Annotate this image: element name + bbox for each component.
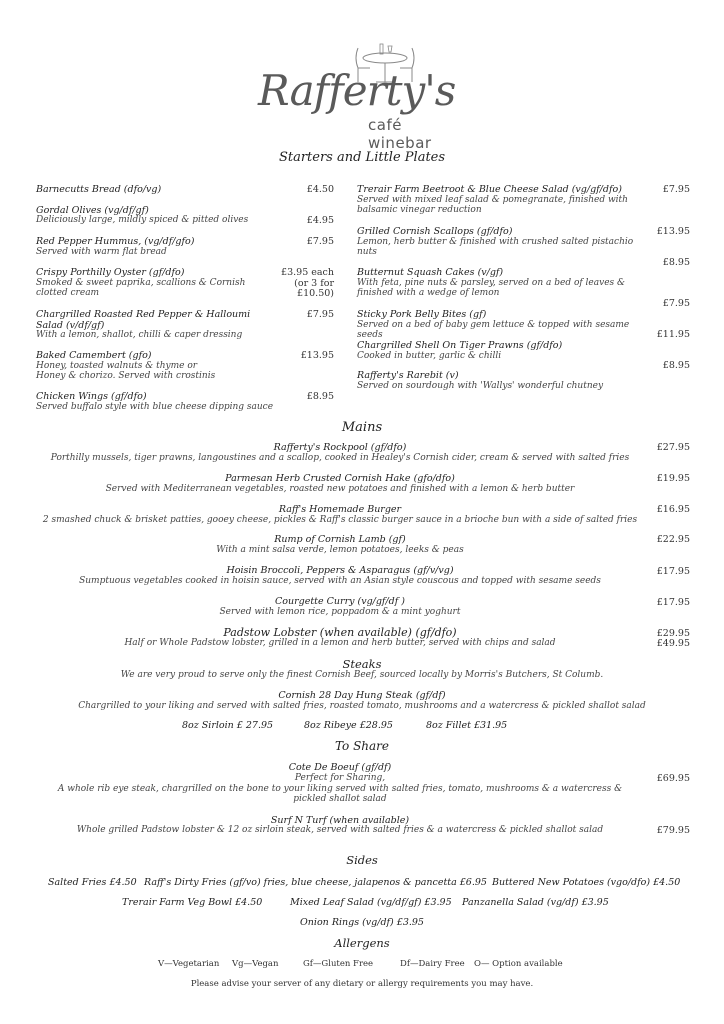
starter-desc: Honey, toasted walnuts & thyme or	[36, 361, 198, 371]
share-title: To Share	[334, 739, 390, 753]
main-desc: Sumptuous vegetables cooked in hoisin sauce, served with an Asian style couscous and topped with sesame seeds	[79, 576, 601, 586]
main-name: Hoisin Broccoli, Peppers & Asparagus (gf/v/vg)	[226, 565, 454, 576]
main-name: Rump of Cornish Lamb (gf)	[274, 534, 406, 545]
allergen-advice: Please advise your server of any dietary or allergy requirements you may have.	[190, 979, 534, 989]
steak-name: Cornish 28 Day Hung Steak (gf/df)	[278, 690, 446, 701]
main-name: Parmesan Herb Crusted Cornish Hake (gfo/dfo)	[225, 473, 455, 484]
share-sub: Perfect for Sharing,	[294, 773, 386, 783]
starter-name: Butternut Squash Cakes (v/gf)	[357, 267, 504, 278]
starter-name: Gordal Olives (vg/df/gf)	[36, 205, 149, 216]
steak-cut: 8oz Sirloin £ 27.95	[182, 720, 274, 731]
starters-title: Starters and Little Plates	[278, 150, 446, 165]
starter-price: £8.95	[662, 360, 690, 371]
starter-name: Trerair Farm Beetroot & Blue Cheese Salad (vg/gf/dfo)	[357, 184, 622, 195]
brand-logo	[258, 38, 458, 152]
share-desc: Whole grilled Padstow lobster & 12 oz sirloin steak, served with salted fries & a watercress & pickled shallot salad	[76, 825, 604, 835]
starter-price: £7.95	[662, 184, 690, 195]
starter-desc: Cooked in butter, garlic & chilli	[357, 351, 502, 361]
starter-desc: Deliciously large, mildly spiced & pitted olives	[36, 215, 249, 225]
allergen-code: Df—Dairy Free	[400, 959, 465, 969]
main-price: £27.95	[656, 442, 690, 453]
starter-name: Rafferty's Rarebit (v)	[357, 370, 459, 381]
side-item: Onion Rings (vg/df) £3.95	[300, 917, 424, 928]
starter-price: £7.95	[662, 298, 690, 309]
main-name: Courgette Curry (vg/gf/df )	[275, 596, 405, 607]
share-name: Surf N Turf (when available)	[270, 815, 410, 826]
starter-price: £8.95	[662, 257, 690, 268]
main-desc: Served with lemon rice, poppadom & a mint yoghurt	[219, 607, 461, 617]
main-desc: 2 smashed chuck & brisket patties, gooey cheese, pickles & Raff's classic burger sauce in a brioche bun with a side of salted fries	[42, 515, 638, 525]
share-name: Cote De Boeuf (gf/df)	[288, 762, 392, 773]
starter-name: Chicken Wings (gf/dfo)	[36, 391, 147, 402]
starter-price: £4.95	[306, 215, 334, 226]
allergen-code: Gf—Gluten Free	[303, 959, 374, 969]
starter-desc: Served buffalo style with blue cheese dipping sauce	[36, 402, 274, 412]
main-name: Raff's Homemade Burger	[278, 504, 402, 515]
starter-name: Baked Camembert (gfo)	[36, 350, 152, 361]
main-desc: Served with Mediterranean vegetables, roasted new potatoes and finished with a lemon & herb butter	[105, 484, 575, 494]
starter-price-line2: (or 3 for	[294, 278, 334, 289]
starter-name: Sticky Pork Belly Bites (gf)	[357, 309, 487, 320]
steak-cut: 8oz Ribeye £28.95	[304, 720, 393, 731]
allergen-code: O— Option available	[474, 959, 563, 969]
brand-subtitle: café winebar	[368, 116, 432, 152]
main-name: Rafferty's Rockpool (gf/dfo)	[273, 442, 407, 453]
main-desc: With a mint salsa verde, lemon potatoes, leeks & peas	[216, 545, 464, 555]
starter-name: Barnecutts Bread (dfo/vg)	[36, 184, 162, 195]
starter-price-line3: £10.50)	[297, 288, 334, 299]
starter-desc: Served with warm flat bread	[36, 247, 167, 257]
main-price: £17.95	[656, 597, 690, 608]
starter-desc: Served on a bed of baby gem lettuce & topped with sesame seeds	[357, 320, 630, 340]
starter-price: £7.95	[306, 236, 334, 247]
side-item: Buttered New Potatoes (vgo/dfo) £4.50	[492, 877, 681, 888]
main-price: £22.95	[656, 534, 690, 545]
main-price: £16.95	[656, 504, 690, 515]
steaks-title: Steaks	[342, 657, 382, 671]
side-item: Salted Fries £4.50	[48, 877, 137, 888]
steak-cut: 8oz Fillet £31.95	[426, 720, 508, 731]
starter-name: Chargrilled Roasted Red Pepper & Halloumi Salad (v/df/gf)	[36, 309, 251, 331]
steaks-intro: We are very proud to serve only the finest Cornish Beef, sourced locally by Morris's Butchers, St Columb.	[120, 670, 604, 680]
starter-price: £11.95	[656, 329, 690, 340]
main-price: £29.95	[656, 628, 690, 639]
share-desc: A whole rib eye steak, chargrilled on the bone to your liking served with salted fries, tomato, mushrooms & a watercress & pickled shallot salad	[57, 784, 623, 804]
main-price: £17.95	[656, 566, 690, 577]
steak-desc: Chargrilled to your liking and served with salted fries, roasted tomato, mushrooms and a watercress & pickled shallot salad	[78, 701, 646, 711]
allergen-code: Vg—Vegan	[232, 959, 279, 969]
starter-desc: Smoked & sweet paprika, scallions & Cornish clotted cream	[36, 278, 246, 298]
starter-name: Chargrilled Shell On Tiger Prawns (gf/dfo)	[357, 340, 563, 351]
main-name: Padstow Lobster (when available) (gf/dfo)	[223, 626, 457, 639]
starter-desc-line2: Honey & chorizo. Served with crostinis	[36, 371, 216, 381]
starter-price: £8.95	[306, 391, 334, 402]
side-item: Mixed Leaf Salad (vg/df/gf) £3.95	[290, 897, 452, 908]
side-item: Panzanella Salad (vg/df) £3.95	[462, 897, 609, 908]
side-item: Raff's Dirty Fries (gf/vo) fries, blue cheese, jalapenos & pancetta £6.95	[144, 877, 487, 888]
share-price: £69.95	[656, 773, 690, 784]
starter-price: £3.95 each	[281, 267, 334, 278]
main-price-line2: £49.95	[656, 638, 690, 649]
starter-price: £13.95	[300, 350, 334, 361]
starter-desc: With feta, pine nuts & parsley, served on a bed of leaves & finished with a wedge of lemon	[357, 278, 626, 298]
starter-desc: Served with mixed leaf salad & pomegranate, finished with balsamic vinegar reduction	[357, 195, 628, 215]
starter-name: Grilled Cornish Scallops (gf/dfo)	[357, 226, 513, 237]
starter-price: £13.95	[656, 226, 690, 237]
allergen-code: V—Vegetarian	[158, 959, 220, 969]
starter-price: £4.50	[306, 184, 334, 195]
main-desc: Half or Whole Padstow lobster, grilled in a lemon and herb butter, served with chips and salad	[124, 638, 556, 648]
side-item: Trerair Farm Veg Bowl £4.50	[122, 897, 263, 908]
starter-name: Red Pepper Hummus, (vg/df/gfo)	[36, 236, 195, 247]
share-price: £79.95	[656, 825, 690, 836]
allergens-title: Allergens	[334, 936, 390, 950]
starter-desc: Lemon, herb butter & finished with crushed salted pistachio nuts	[357, 237, 634, 257]
starter-desc: Served on sourdough with 'Wallys' wonderful chutney	[357, 381, 604, 391]
starter-price: £7.95	[306, 309, 334, 320]
starter-name: Crispy Porthilly Oyster (gf/dfo)	[36, 267, 185, 278]
starter-desc: With a lemon, shallot, chilli & caper dressing	[36, 330, 243, 340]
main-desc: Porthilly mussels, tiger prawns, langoustines and a scallop, cooked in Healey's Cornish cider, cream & served with salted fries	[50, 453, 630, 463]
brand-name: Rafferty's	[258, 66, 456, 115]
mains-title: Mains	[341, 420, 383, 435]
sides-title: Sides	[346, 853, 378, 867]
main-price: £19.95	[656, 473, 690, 484]
